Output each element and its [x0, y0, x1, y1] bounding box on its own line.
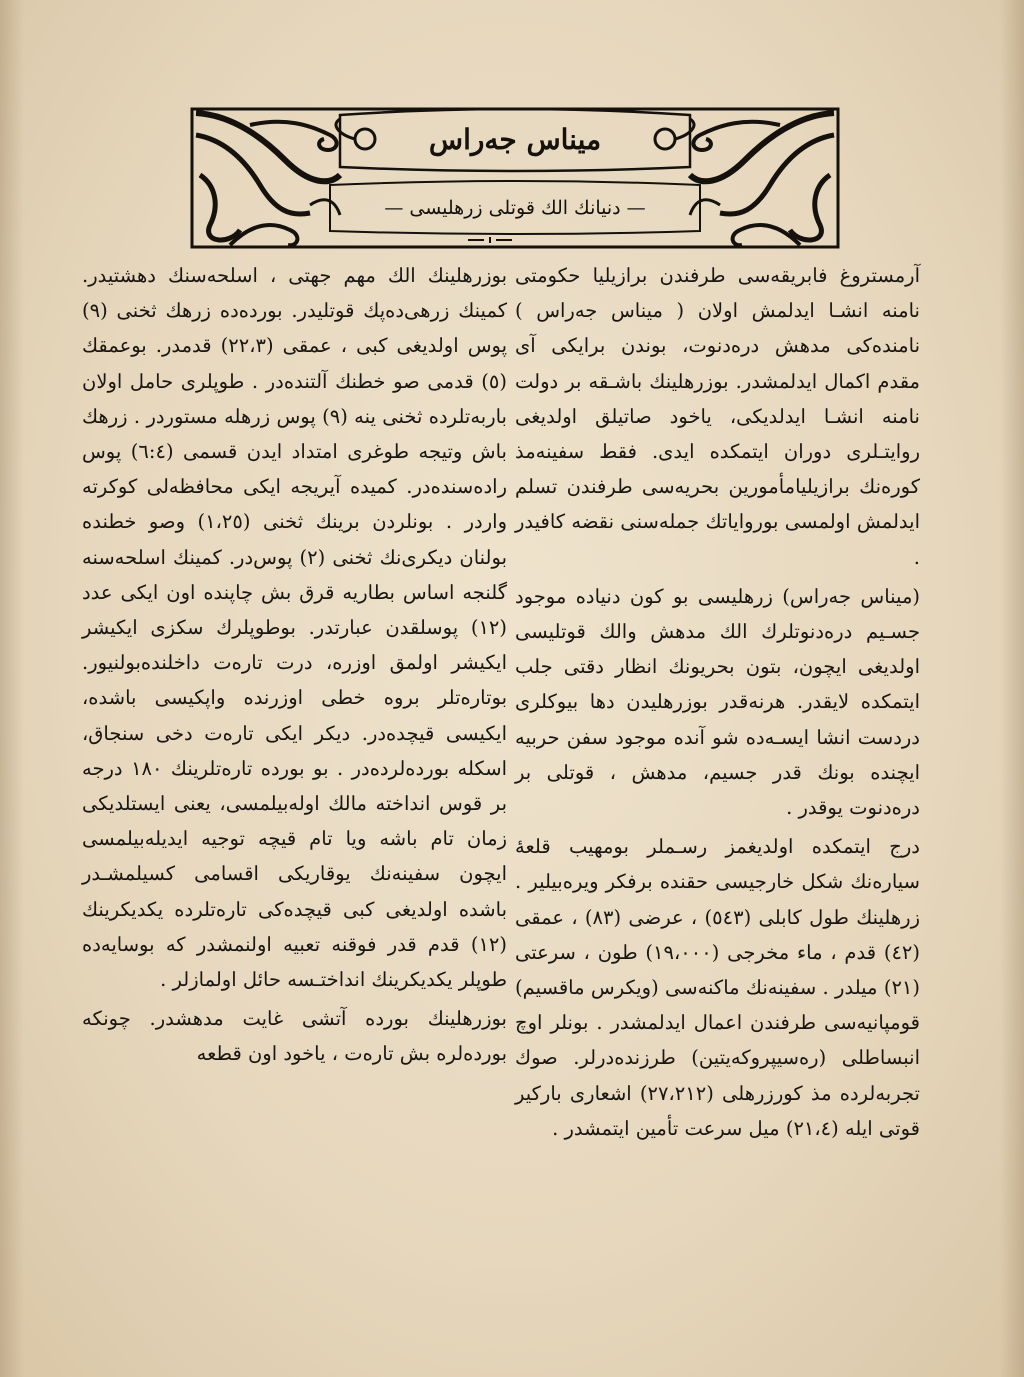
paragraph: (میناس جه‌راس) زرهلیسی بو کون دنیاده موجود جسـیم دره‌دنوتلرك الك مدهش والك قوتلیسی اولدیغی ایچون، بتون بحریونك انظار دقتی جلب ایتمکده لایقدر. هرنه‌قدر بوزرهلیدن دها بیوکلری دردست انشا ایسـه‌ده شو آنده موجود سفن حربیه ایچنده بونك قدر جسیم، مدهش ، قوتلی بر دره‌دنوت یوقدر . — [515, 584, 920, 820]
divider-ornament-icon — [468, 237, 512, 243]
article-subtitle: — دنیانك الك قوتلی زرهلیسی — — [384, 197, 646, 219]
article-title: میناس جه‌راس — [428, 123, 602, 156]
page-edge-shadow-right — [1000, 0, 1024, 1377]
paragraph: درج ایتمکده اولدیغمز رسـملر بومهیب قلعهٔ سیاره‌نك شکل خارجیسی حقنده برفکر ویره‌بیلیر . زرهلینك طول کابلی (٥٤٣) ، عرضی (٨٣) ، عمقی (٤٢) قدم ، ماء مخرجی (١٩،٠٠٠) طون ، سرعتی (٢١) میلدر . سفینه‌نك ماکنه‌سی (ویکرس ماقسیم) قومپانیه‌سی طرفندن اعمال ایدلمشدر . بونلر اوچ انبساطلی (ره‌سیپروکه‌یتین) طرزنده‌درلر. صوك تجربه‌لرده مذ کورزرهلی (٢٧،٢١٢) اشعاری بارکیر قوتی ایله (٢١،٤) میل سرعت تأمین ایتمشدر . — [515, 835, 920, 1140]
page-edge-shadow-left — [0, 0, 24, 1377]
paragraph: بوزرهلینك الك مهم جهتی ، اسلحه‌سنك دهشتیدر. کمینك زرهی‌ده‌پك قوتلیدر. بورده‌ده زرهك ثخنی (٩) پوس اولدیغی کبی ، عمقی (٢٢،٣) قدمدر. بوعمقك (٥) قدمی صو خطنك آلتنده‌در . طوپلری حامل اولان باربه‌تلرده ثخنی ینه (٩) پوس زرهله مستوردر . زرهك باش وتیجه طوغری امتداد ایدن قسمی (٦:٤) پوس راده‌سنده‌در. کمیده آیریجه ایکی محافظه‌لی کوکرته واردر . بونلردن برینك ثخنی (١،٢٥) وصو خطنده بولنان دیکری‌نك ثخنی (٢) پوس‌در. کمینك اسلحه‌سنه گلنجه اساس بطاریه قرق بش چاپنده اون ایکی عدد (١٢) پوسلقدن عبارتدر. بوطوپلرك سکزی ایکیشر ایکیشر اولمق اوزره، درت تاره‌ت داخلنده‌بولنیور. بوتاره‌تلر بروه خطی اوزرنده واپکیسی باشده، ایکیسی قیچده‌در. دیکر ایکی تاره‌ت دخی سنجاق، اسکله بورده‌لرده‌در . بو بورده تاره‌تلرینك ١٨٠ درجه بر قوس انداخته مالك اوله‌بیلمسی، یعنی ایستلدیکی زمان تام باشه ویا تام قیچه توجیه ایدیله‌بیلمسی ایچون سفینه‌نك یوقاریکی اقسامی کسیلمشـدر باشده اولدیغی کبی قیچده‌کی تاره‌تلرده یکدیکرینك (١٢) قدم قدر فوقنه تعبیه اولنمشدر که بوسایه‌ده طوپلر یکدیکرینك انداختـسه حائل اولمازلر . — [82, 264, 507, 992]
text-column-left — [82, 258, 507, 1076]
paragraph: آرمستروغ فابریقه‌سی طرفندن برازیلیا حکومتی نامنه انشـا ایدلمش اولان ( میناس جه‌راس ) نامنده‌کی مدهش دره‌دنوت، بوندن برایکی آی مقدم اکمال ایدلمشدر. بوزرهلینك باشـقه بر دولت نامنه انشـا ایدلدیکی، یاخود صاتیلق اولدیغی روایتـلری دوران ایتمکده ایدی. فقط سفینه‌مذ کوره‌نك برازیلیامأمورین بحریه‌سی طرفندن تسلم ایدلمش اولمسی بوروایاتك جمله‌سنی نقضه کافیدر . — [515, 264, 920, 569]
paragraph: بوزرهلینك بورده آتشی غایت مدهشدر. چونکه بورده‌لره بش تاره‌ت ، یاخود اون قطعه — [82, 1007, 507, 1066]
text-column-right — [515, 258, 920, 1150]
ornamental-header — [190, 105, 840, 255]
